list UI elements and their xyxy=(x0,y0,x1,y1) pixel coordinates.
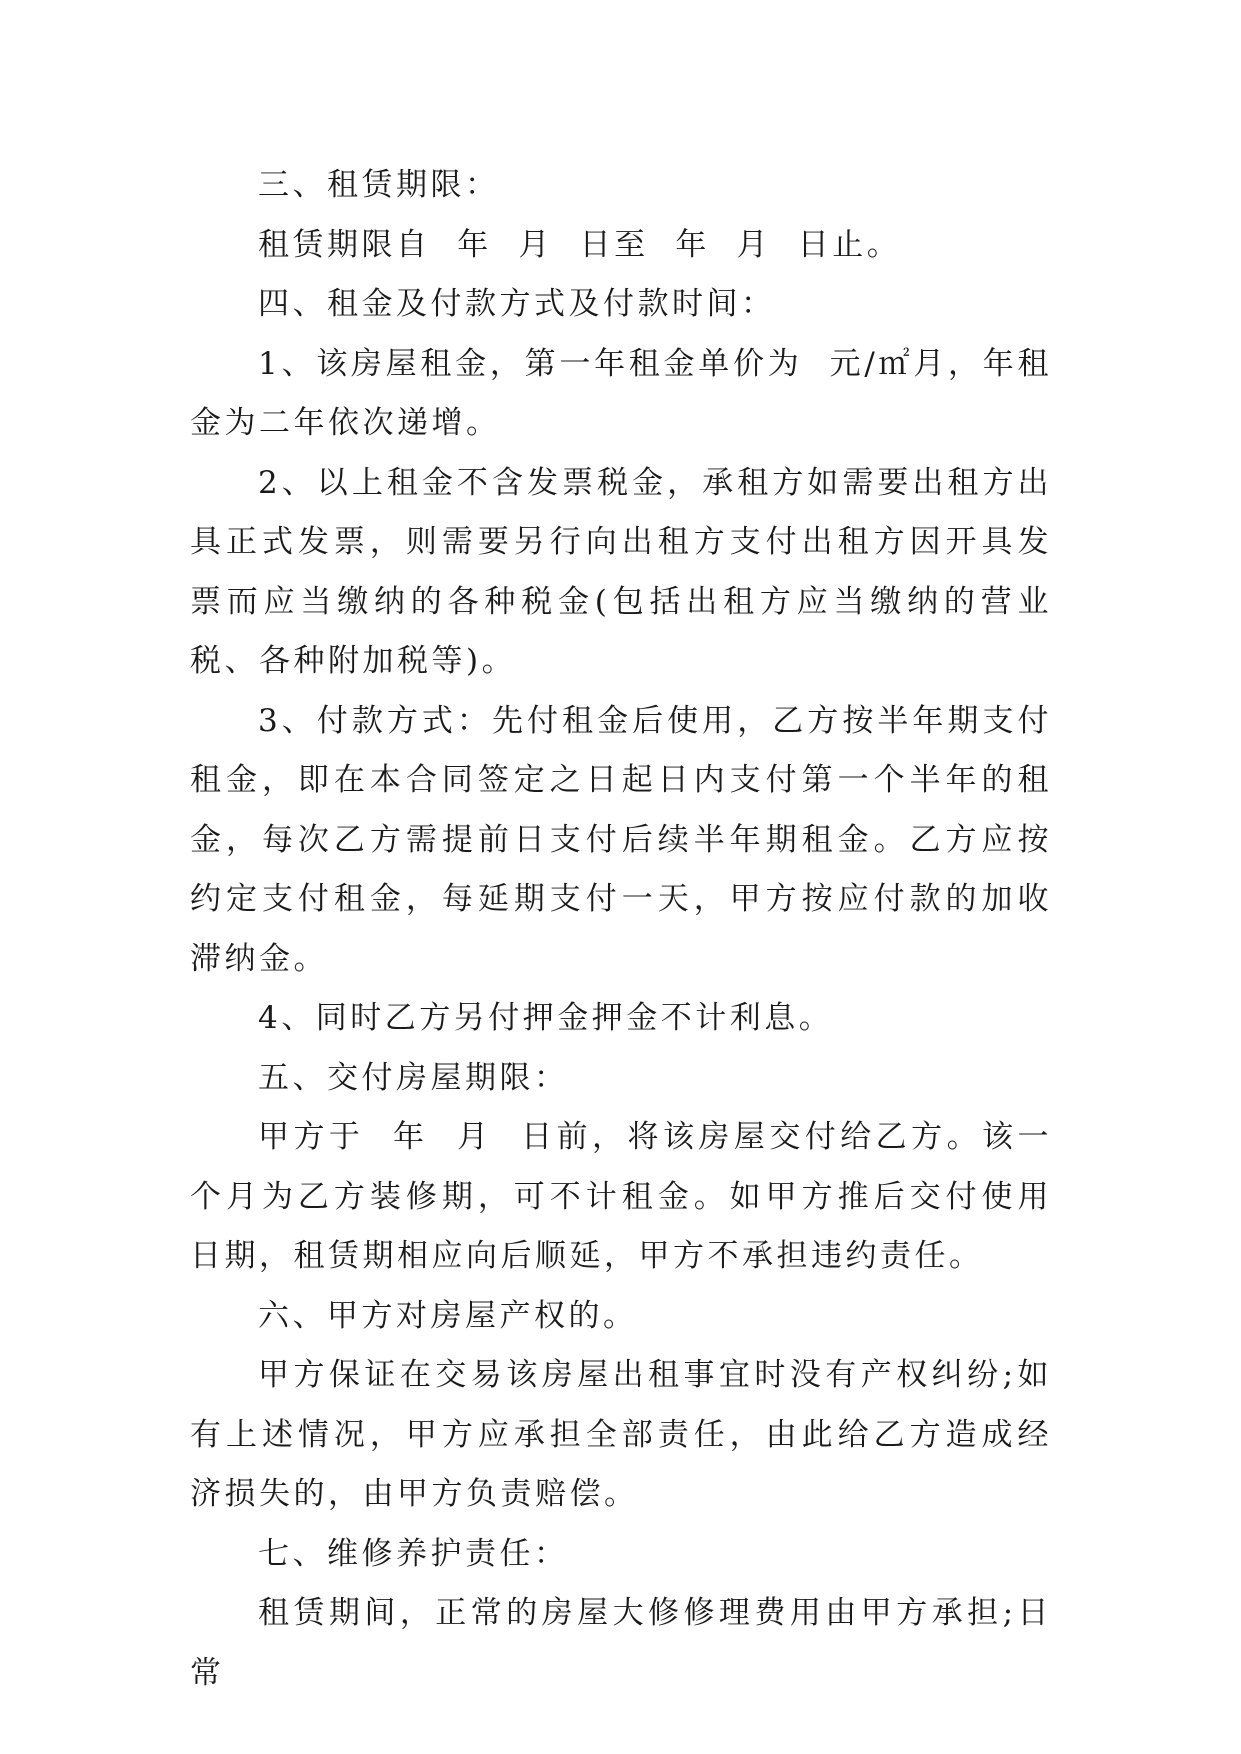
rent-clause-3: 3、付款方式：先付租金后使用，乙方按半年期支付租金，即在本合同签定之日起日内支付第一个半年的租金，每次乙方需提前日支付后续半年期租金。乙方应按约定支付租金，每延期支付一天，甲方按应付款的加收滞纳金。 xyxy=(190,702,1052,977)
property-rights-text: 甲方保证在交易该房屋出租事宜时没有产权纠纷;如有上述情况，甲方应承担全部责任，由此给乙方造成经济损失的，由甲方负责赔偿。 xyxy=(190,1357,1052,1512)
lease-term-text: 租赁期限自 年 月 日至 年 月 日止。 xyxy=(258,226,902,263)
rent-clause-1: 1、该房屋租金，第一年租金单价为 元/㎡月，年租金为二年依次递增。 xyxy=(190,345,1052,441)
section-heading-property-rights: 六、甲方对房屋产权的。 xyxy=(258,1297,638,1334)
document-body xyxy=(190,156,1052,1703)
rent-clause-4: 4、同时乙方另付押金押金不计利息。 xyxy=(258,1000,834,1036)
delivery-text: 甲方于 年 月 日前，将该房屋交付给乙方。该一个月为乙方装修期，可不计租金。如甲方推后交付使用日期，租赁期相应向后顺延，甲方不承担违约责任。 xyxy=(190,1119,1052,1274)
section-heading-maintenance: 七、维修养护责任： xyxy=(258,1535,569,1572)
maintenance-text: 租赁期间，正常的房屋大修修理费用由甲方承担;日常 xyxy=(190,1595,1052,1691)
rent-clause-2: 2、以上租金不含发票税金，承租方如需要出租方出具正式发票，则需要另行向出租方支付出租方因开具发票而应当缴纳的各种税金(包括出租方应当缴纳的营业税、各种附加税等)。 xyxy=(190,464,1052,679)
section-heading-rent-payment: 四、租金及付款方式及付款时间： xyxy=(258,286,776,322)
section-heading-delivery: 五、交付房屋期限： xyxy=(258,1059,569,1096)
section-heading-lease-term: 三、租赁期限： xyxy=(258,167,500,203)
